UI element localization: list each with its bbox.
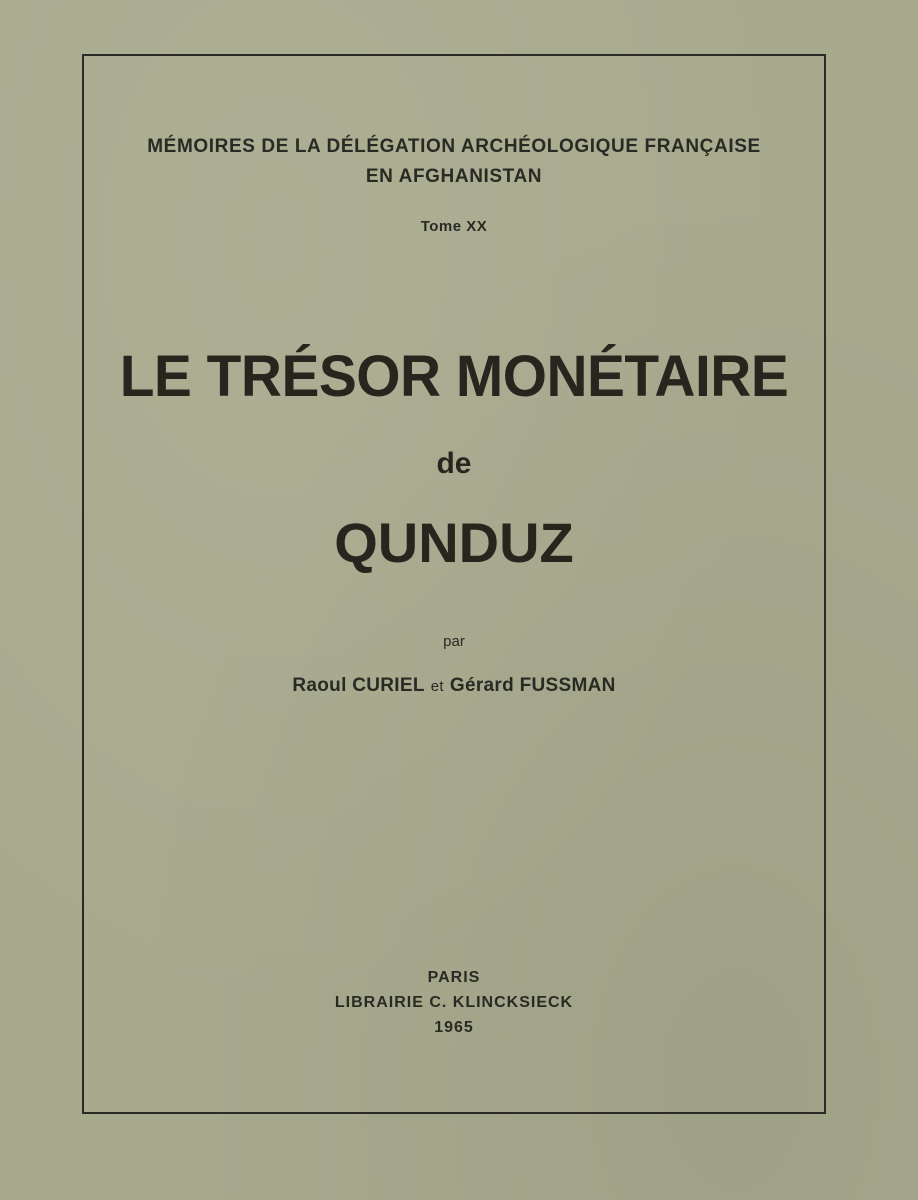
- title-connector: de: [436, 447, 472, 480]
- cover-border-frame: [82, 54, 826, 1114]
- authors: [82, 675, 826, 697]
- author-joiner: et: [430, 678, 444, 695]
- publication-city: PARIS: [427, 969, 481, 986]
- series-title-line-1: MÉMOIRES DE LA DÉLÉGATION ARCHÉOLOGIQUE FRANÇAISE: [147, 136, 761, 157]
- book-title: LE TRÉSOR MONÉTAIRE: [119, 344, 789, 409]
- volume-number: Tome XX: [420, 218, 488, 235]
- publisher-name: LIBRAIRIE C. KLINCKSIECK: [334, 994, 574, 1011]
- series-title: [82, 132, 826, 192]
- author-2: Gérard FUSSMAN: [449, 675, 616, 696]
- imprint: [82, 965, 826, 1040]
- book-title-place: QUNDUZ: [334, 511, 574, 574]
- by-label: par: [443, 633, 465, 650]
- series-title-line-2: EN AFGHANISTAN: [365, 166, 543, 187]
- author-1: Raoul CURIEL: [292, 675, 425, 696]
- publication-year: 1965: [434, 1019, 474, 1036]
